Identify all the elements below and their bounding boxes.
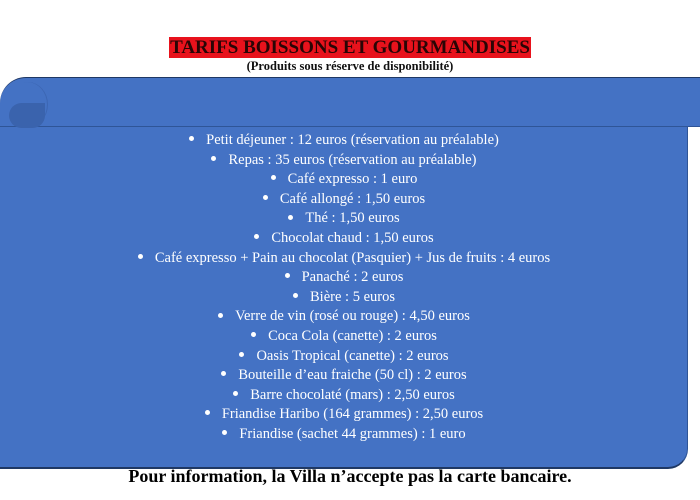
- list-item: [0, 131, 688, 151]
- list-item: [0, 327, 688, 347]
- list-item-label: Repas : 35 euros (réservation au préalable): [228, 151, 477, 168]
- list-item: [0, 209, 688, 229]
- list-item: [0, 288, 688, 308]
- list-item: [0, 425, 688, 442]
- list-item-label: Barre chocolaté (mars) : 2,50 euros: [250, 386, 455, 403]
- list-item: [0, 170, 688, 190]
- bullet-icon: [239, 352, 244, 357]
- list-item-label: Friandise Haribo (164 grammes) : 2,50 euros: [221, 406, 484, 423]
- bullet-icon: [271, 175, 276, 180]
- list-item-label: Bouteille d’eau fraiche (50 cl) : 2 euros: [238, 367, 467, 384]
- bullet-icon: [211, 156, 216, 161]
- list-item-label: Thé : 1,50 euros: [305, 210, 400, 227]
- list-item: [0, 268, 688, 288]
- bullet-icon: [222, 430, 227, 435]
- bullet-icon: [138, 254, 143, 259]
- list-item-label: Verre de vin (rosé ou rouge) : 4,50 euros: [235, 308, 470, 325]
- bullet-icon: [218, 313, 223, 318]
- list-item: [0, 190, 688, 210]
- bullet-icon: [254, 234, 259, 239]
- bullet-icon: [221, 371, 226, 376]
- price-list-container: [0, 131, 688, 442]
- list-item-label: Café expresso + Pain au chocolat (Pasquier) + Jus de fruits : 4 euros: [154, 249, 551, 266]
- list-item: [0, 249, 688, 269]
- list-item: [0, 405, 688, 425]
- bullet-icon: [263, 195, 268, 200]
- title-container: [0, 37, 700, 58]
- payment-notice: Pour information, la Villa n’accepte pas la carte bancaire.: [128, 466, 572, 486]
- list-item: [0, 366, 688, 386]
- list-item-label: Coca Cola (canette) : 2 euros: [268, 327, 437, 344]
- bullet-icon: [288, 215, 293, 220]
- bullet-icon: [205, 410, 210, 415]
- bullet-icon: [293, 293, 298, 298]
- bullet-icon: [285, 273, 290, 278]
- list-item: [0, 347, 688, 367]
- page-title: TARIFS BOISSONS ET GOURMANDISES: [170, 37, 530, 58]
- list-item-label: Oasis Tropical (canette) : 2 euros: [256, 347, 449, 364]
- page-subtitle: (Produits sous réserve de disponibilité): [246, 59, 454, 73]
- list-item-label: Chocolat chaud : 1,50 euros: [271, 229, 434, 246]
- list-item: [0, 307, 688, 327]
- list-item-label: Bière : 5 euros: [310, 288, 395, 305]
- bullet-icon: [251, 332, 256, 337]
- list-item-label: Friandise (sachet 44 grammes) : 1 euro: [239, 425, 466, 442]
- price-list: [0, 131, 688, 442]
- list-item-label: Panaché : 2 euros: [301, 269, 404, 286]
- list-item: [0, 229, 688, 249]
- bullet-icon: [233, 391, 238, 396]
- list-item-label: Petit déjeuner : 12 euros (réservation au préalable): [206, 132, 499, 148]
- scroll-curl-shadow: [9, 103, 45, 128]
- scroll-banner-top: [0, 77, 700, 127]
- bullet-icon: [189, 136, 194, 141]
- list-item-label: Café expresso : 1 euro: [287, 171, 418, 188]
- list-item: [0, 151, 688, 171]
- list-item-label: Café allongé : 1,50 euros: [279, 190, 426, 207]
- list-item: [0, 386, 688, 406]
